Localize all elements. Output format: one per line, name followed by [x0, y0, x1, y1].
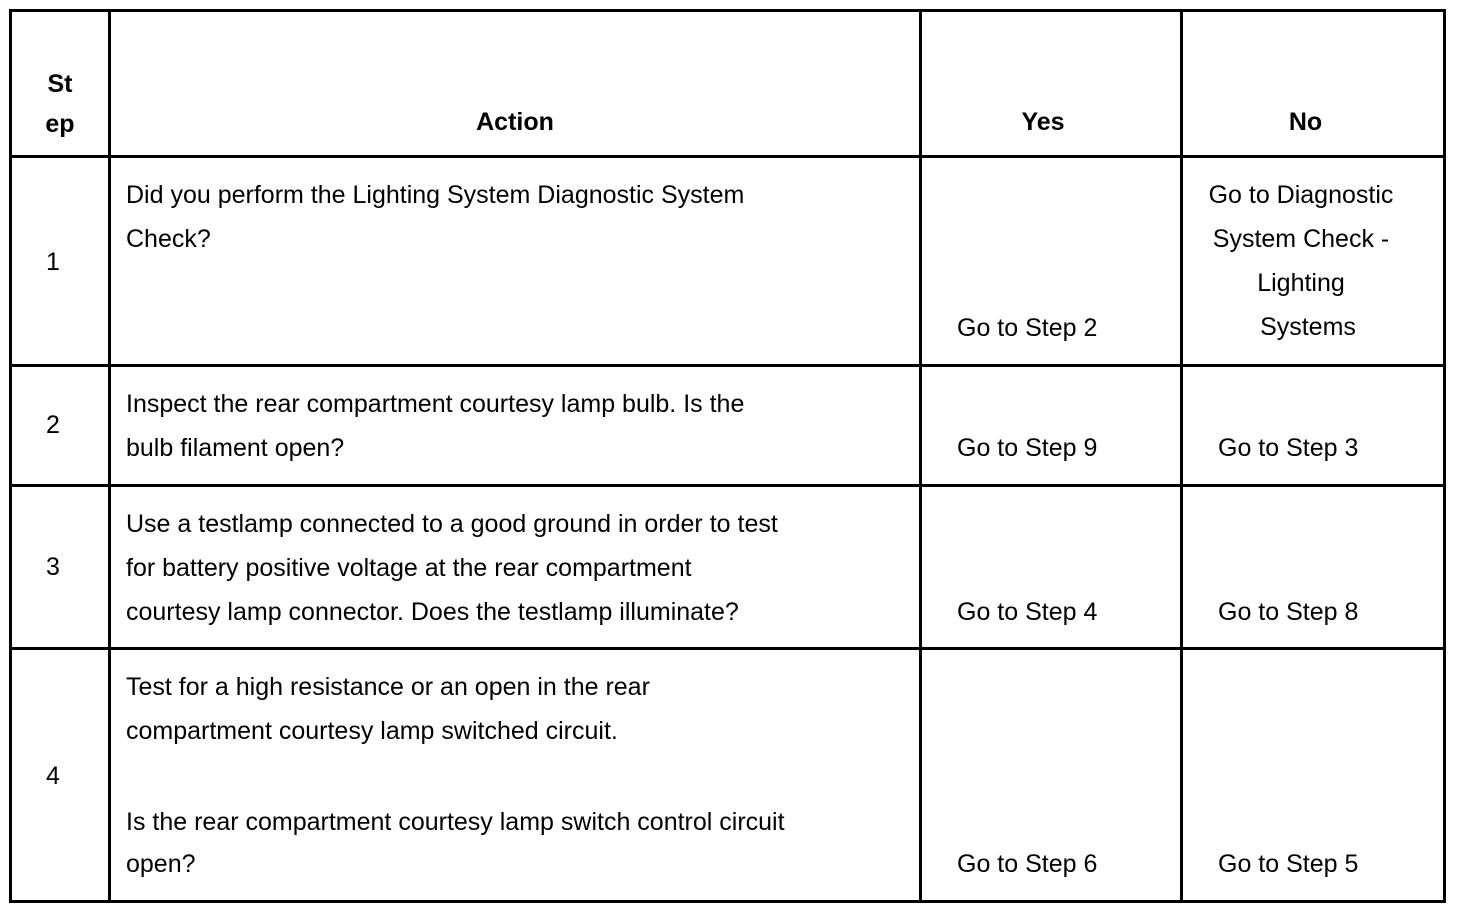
- no-link[interactable]: Go to Step 3: [1218, 434, 1359, 462]
- action-text: [126, 665, 906, 753]
- no-link[interactable]: Go to Step 8: [1218, 598, 1359, 626]
- table-border-top: [9, 9, 1446, 12]
- action-line: Check?: [126, 225, 211, 253]
- row-divider: [9, 647, 1446, 650]
- action-line: for battery positive voltage at the rear compartment: [126, 554, 692, 582]
- table-border-right: [1443, 9, 1446, 903]
- action-line: Did you perform the Lighting System Diagnostic System: [126, 181, 745, 209]
- header-step-line: St: [47, 70, 73, 98]
- action-line: compartment courtesy lamp switched circuit.: [126, 717, 618, 745]
- action-text: [126, 382, 906, 470]
- action-text: [126, 800, 906, 886]
- header-yes: Yes: [1021, 108, 1065, 136]
- no-link[interactable]: Go to Step 5: [1218, 850, 1359, 878]
- header-step: [12, 64, 108, 144]
- step-number: 3: [46, 553, 60, 581]
- row-divider: [9, 484, 1446, 487]
- action-line: Inspect the rear compartment courtesy lamp bulb. Is the: [126, 390, 745, 418]
- action-line: Test for a high resistance or an open in the rear: [126, 673, 650, 701]
- column-divider: [1180, 9, 1183, 903]
- no-line: Go to Diagnostic: [1208, 181, 1394, 209]
- table-border-bottom: [9, 900, 1446, 903]
- no-line: Lighting: [1257, 269, 1345, 297]
- header-action: Action: [476, 108, 554, 136]
- no-line: Systems: [1260, 313, 1356, 341]
- column-divider: [919, 9, 922, 903]
- yes-link[interactable]: Go to Step 4: [957, 598, 1098, 626]
- header-step-line: ep: [45, 110, 75, 138]
- action-line: bulb filament open?: [126, 434, 345, 462]
- action-text: [126, 502, 906, 634]
- action-text: [126, 173, 906, 261]
- row-divider: [9, 364, 1446, 367]
- step-number: 1: [46, 248, 60, 276]
- no-line: System Check -: [1212, 225, 1390, 253]
- action-line: open?: [126, 850, 196, 878]
- row-divider: [9, 155, 1446, 158]
- yes-link[interactable]: Go to Step 6: [957, 850, 1098, 878]
- header-no: No: [1288, 108, 1323, 136]
- column-divider: [108, 9, 111, 903]
- yes-link[interactable]: Go to Step 9: [957, 434, 1098, 462]
- action-line: Use a testlamp connected to a good ground in order to test: [126, 510, 778, 538]
- step-number: 2: [46, 411, 60, 439]
- action-line: courtesy lamp connector. Does the testlamp illuminate?: [126, 598, 739, 626]
- step-number: 4: [46, 762, 60, 790]
- yes-link[interactable]: Go to Step 2: [957, 314, 1098, 342]
- action-line: Is the rear compartment courtesy lamp switch control circuit: [126, 808, 785, 836]
- no-link[interactable]: [1183, 173, 1419, 349]
